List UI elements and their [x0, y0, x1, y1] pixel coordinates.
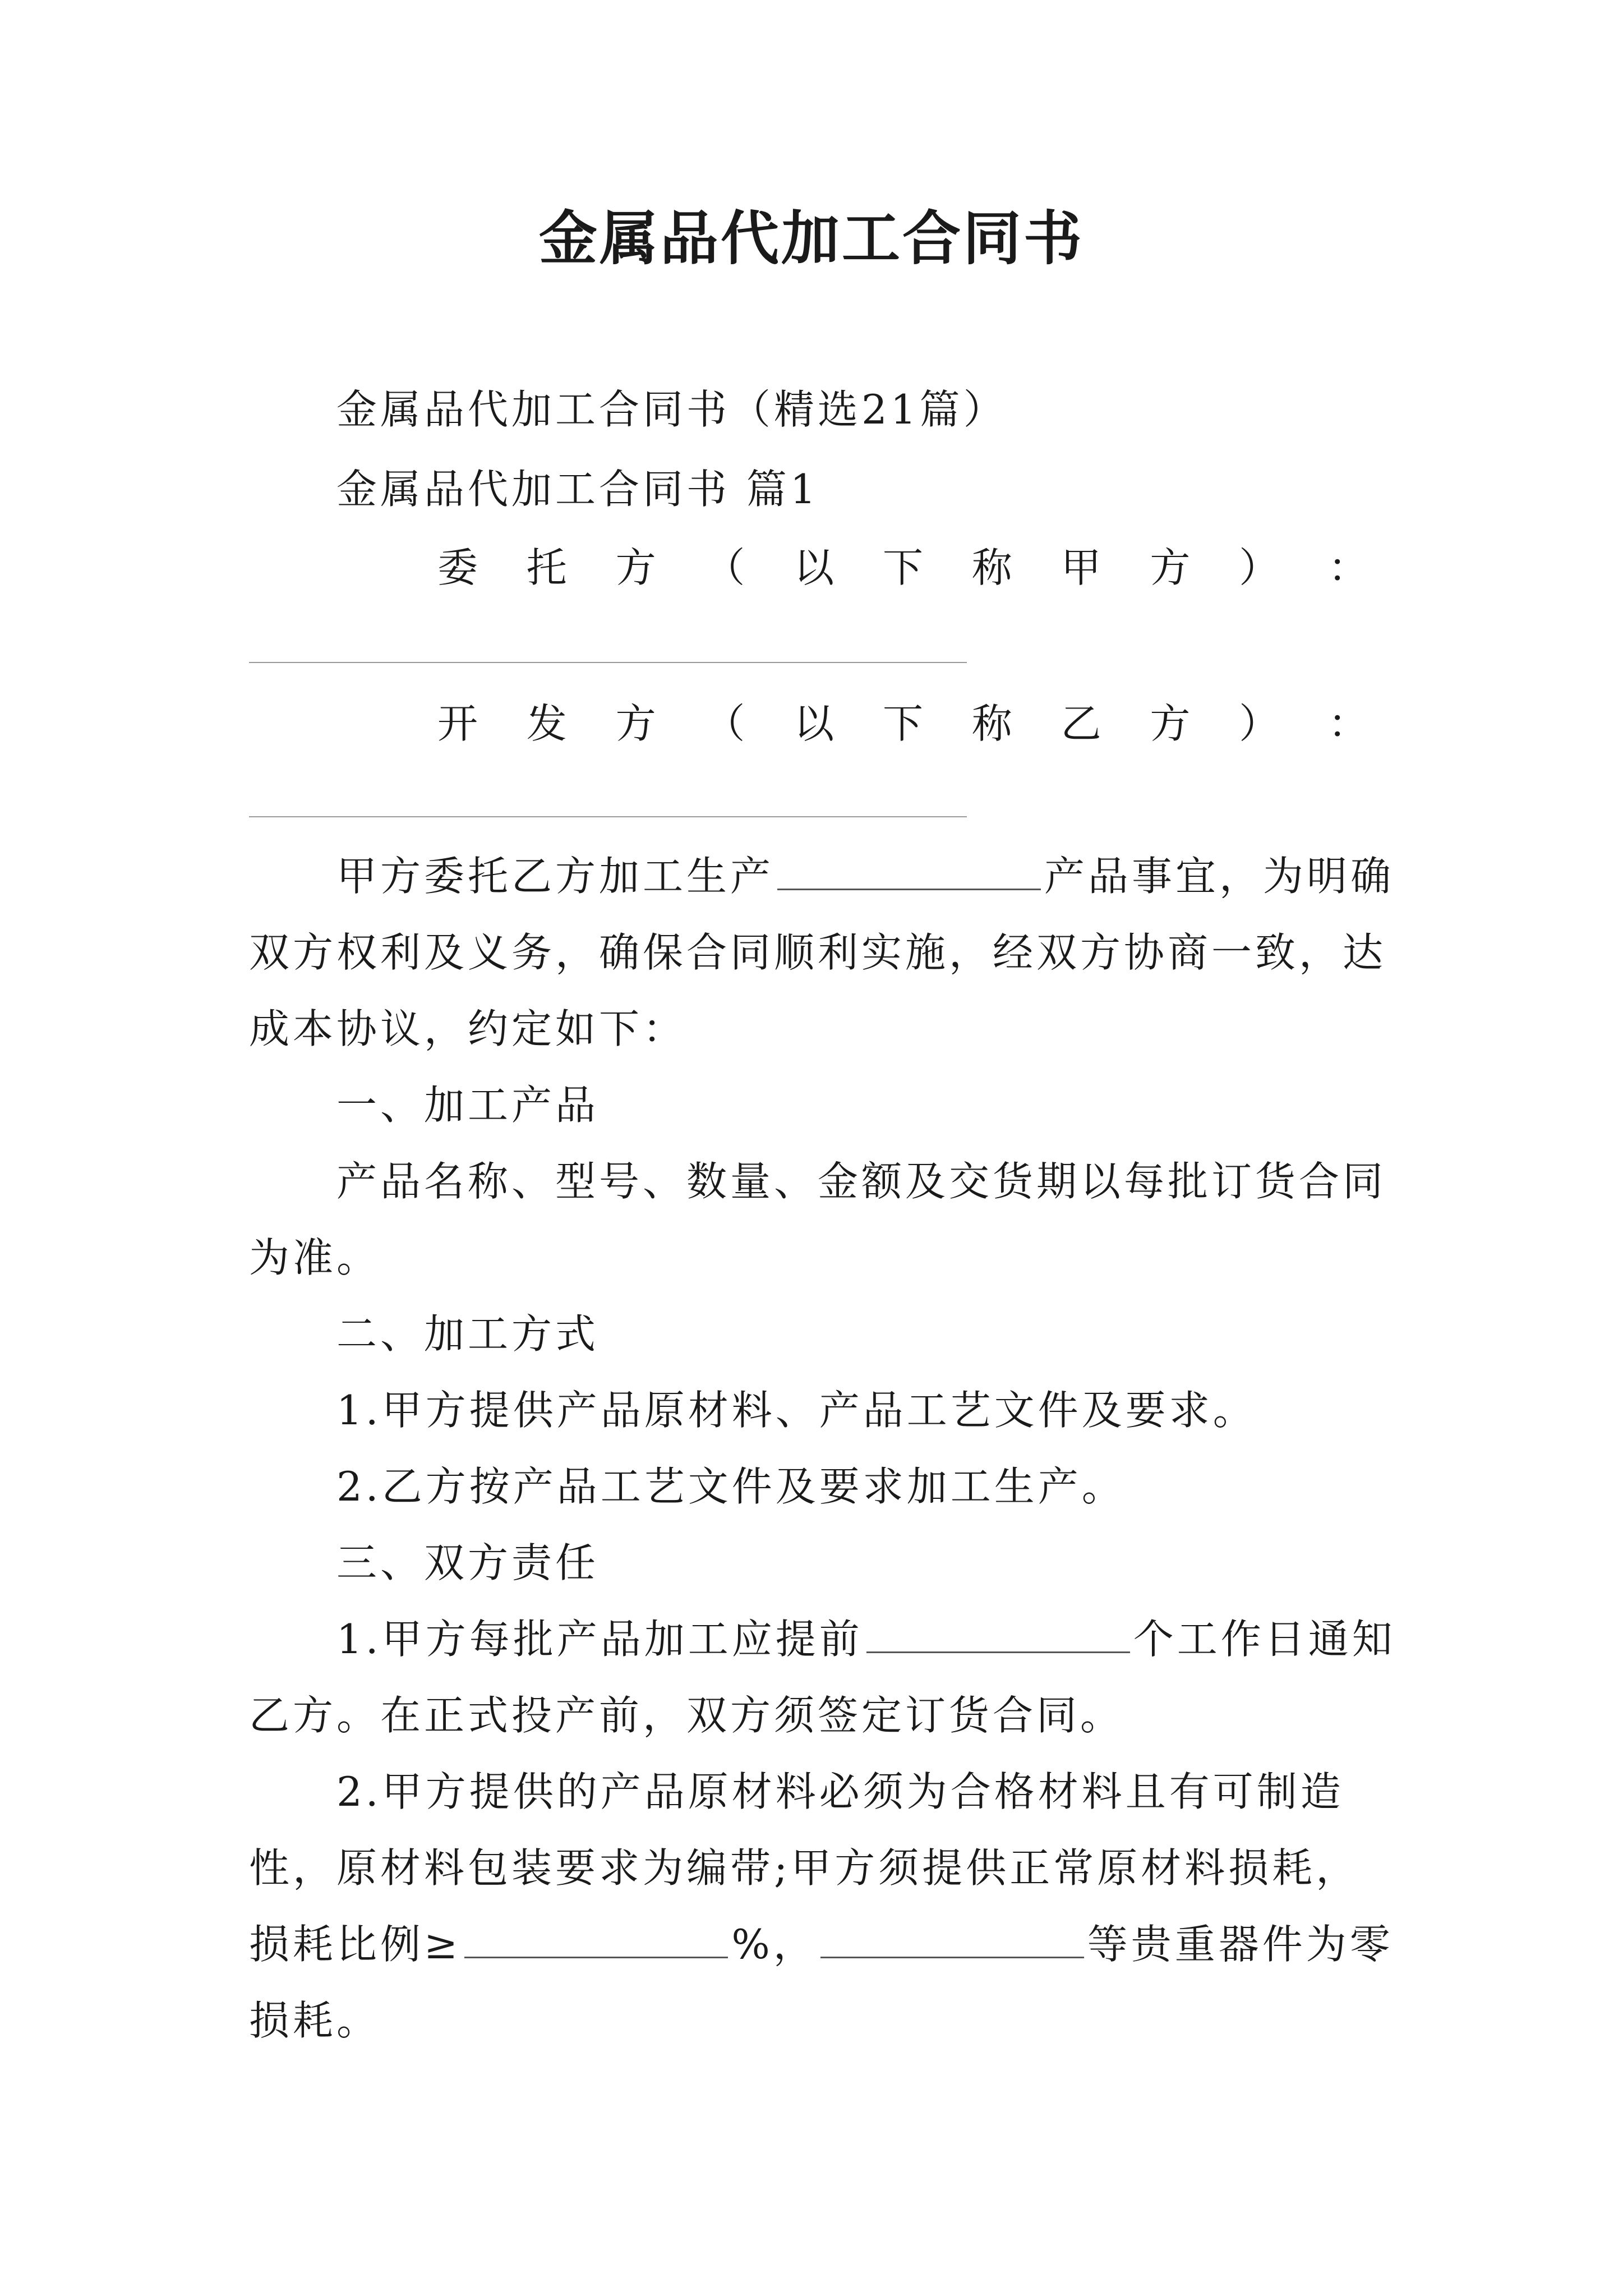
party-a-char: 称 [971, 544, 1012, 591]
party-a-char: 下 [882, 544, 923, 591]
section-heading: 金属品代加工合同书 篇1 [336, 466, 819, 513]
section-1-body-line-2: 为准。 [249, 1234, 381, 1281]
section-3-item-2-line-2: 性，原材料包装要求为编带;甲方须提供正常原材料损耗， [249, 1844, 1360, 1892]
intro-line-2: 双方权利及义务，确保合同顺利实施，经双方协商一致，达 [249, 929, 1387, 976]
section-2-item-1: 1.甲方提供产品原材料、产品工艺文件及要求。 [336, 1387, 1257, 1434]
party-a-char: 方 [1150, 544, 1191, 591]
party-b-label [437, 696, 1368, 752]
party-b-char: 方 [615, 700, 656, 747]
party-a-char: （ [704, 544, 745, 591]
item-text: 个工作日通知 [1133, 1616, 1396, 1663]
product-blank[interactable] [777, 889, 1041, 890]
party-a-char: 以 [794, 544, 834, 591]
section-2-item-2: 2.乙方按产品工艺文件及要求加工生产。 [336, 1463, 1126, 1510]
party-a-char: ） [1239, 544, 1280, 591]
party-b-char: 乙 [1061, 700, 1101, 747]
section-3-heading: 三、双方责任 [336, 1539, 600, 1586]
party-b-char: 开 [437, 700, 478, 747]
section-3-item-1-line-2: 乙方。在正式投产前，双方须签定订货合同。 [249, 1692, 1124, 1739]
components-blank[interactable] [820, 1957, 1084, 1958]
document-subtitle: 金属品代加工合同书（精选21篇） [336, 386, 1007, 433]
party-b-char: 下 [882, 700, 923, 747]
party-b-char: （ [704, 700, 745, 747]
party-b-blank-line[interactable] [249, 816, 967, 817]
intro-line-3: 成本协议，约定如下： [249, 1005, 687, 1052]
party-b-char: 称 [971, 700, 1012, 747]
party-b-char: ） [1239, 700, 1280, 747]
party-a-char: 方 [615, 544, 656, 591]
item-text: %， [731, 1921, 817, 1968]
party-b-char: 方 [1150, 700, 1191, 747]
item-text: 损耗比例≥ [249, 1921, 462, 1968]
section-3-item-1-line-1 [336, 1611, 1396, 1667]
section-3-item-2-line-3 [249, 1916, 1394, 1972]
party-a-label [437, 540, 1368, 596]
party-b-char: 以 [794, 700, 834, 747]
section-2-heading: 二、加工方式 [336, 1310, 600, 1358]
intro-line-1 [336, 848, 1395, 904]
section-3-item-2-line-1: 2.甲方提供的产品原材料必须为合格材料且有可制造 [336, 1768, 1344, 1815]
intro-text: 甲方委托乙方加工生产 [336, 853, 774, 900]
loss-ratio-blank[interactable] [464, 1957, 728, 1958]
party-a-blank-line[interactable] [249, 662, 967, 663]
days-blank[interactable] [866, 1651, 1130, 1653]
party-a-char: 委 [437, 544, 478, 591]
intro-text: 产品事宜，为明确 [1044, 853, 1395, 900]
party-b-char: ： [1327, 700, 1368, 747]
document-title: 金属品代加工合同书 [538, 204, 1084, 273]
item-text: 1.甲方每批产品加工应提前 [336, 1616, 863, 1663]
party-a-char: 托 [526, 544, 567, 591]
party-a-char: ： [1327, 544, 1368, 591]
party-a-char: 甲 [1061, 544, 1101, 591]
section-1-body-line-1: 产品名称、型号、数量、金额及交货期以每批订货合同 [336, 1158, 1387, 1205]
item-text: 等贵重器件为零 [1087, 1921, 1394, 1968]
section-3-item-2-line-4: 损耗。 [249, 1997, 381, 2044]
section-1-heading: 一、加工产品 [336, 1082, 600, 1129]
party-b-char: 发 [526, 700, 567, 747]
